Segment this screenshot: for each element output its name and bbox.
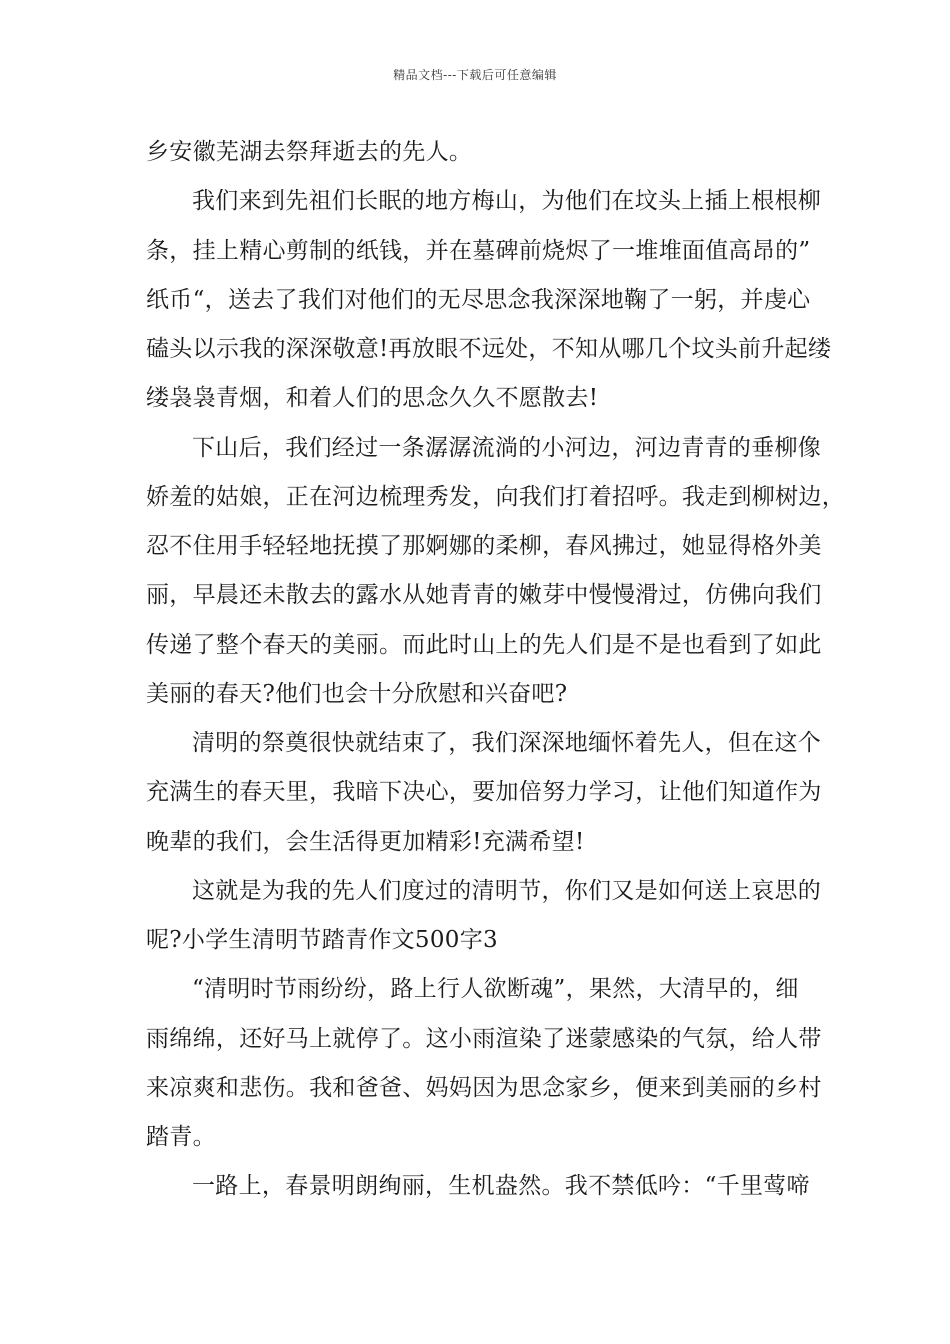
text-line: 缕袅袅青烟，和着人们的思念久久不愿散去! bbox=[146, 385, 599, 412]
text-line: 下山后，我们经过一条潺潺流淌的小河边，河边青青的垂柳像 bbox=[192, 434, 822, 461]
text-line: 美丽的春天?他们也会十分欣慰和兴奋吧? bbox=[146, 680, 568, 707]
text-line: 晚辈的我们，会生活得更加精彩!充满希望! bbox=[146, 828, 585, 855]
page-header: 精品文档---下载后可任意编辑 bbox=[393, 68, 557, 82]
text-line: 磕头以示我的深深敬意!再放眼不远处，不知从哪几个坟头前升起缕 bbox=[146, 336, 832, 362]
text-line: 纸币“，送去了我们对他们的无尽思念我深深地鞠了一躬，并虔心 bbox=[146, 286, 811, 313]
text-line: 踏青。 bbox=[146, 1124, 216, 1150]
text-line: “清明时节雨纷纷，路上行人欲断魂”，果然，大清早的，细 bbox=[192, 976, 799, 1003]
text-line: 充满生的春天里，我暗下决心，要加倍努力学习，让他们知道作为 bbox=[146, 779, 822, 806]
text-line: 忍不住用手轻轻地抚摸了那婀娜的柔柳，春风拂过，她显得格外美 bbox=[146, 533, 822, 559]
document-body bbox=[146, 128, 845, 1212]
text-line: 传递了整个春天的美丽。而此时山上的先人们是不是也看到了如此 bbox=[146, 631, 822, 658]
text-line: 我们来到先祖们长眠的地方梅山，为他们在坟头上插上根根柳 bbox=[192, 188, 822, 215]
text-line: 雨绵绵，还好马上就停了。这小雨渲染了迷蒙感染的气氛，给人带 bbox=[146, 1025, 822, 1052]
text-line: 一路上，春景明朗绚丽，生机盎然。我不禁低吟：“千里莺啼 bbox=[192, 1173, 810, 1200]
text-line: 娇羞的姑娘，正在河边梳理秀发，向我们打着招呼。我走到柳树边， bbox=[146, 483, 845, 510]
text-line: 清明的祭奠很快就结束了，我们深深地缅怀着先人，但在这个 bbox=[192, 730, 822, 756]
text-line: 丽，早晨还未散去的露水从她青青的嫩芽中慢慢滑过，仿佛向我们 bbox=[146, 582, 822, 609]
text-line: 乡安徽芜湖去祭拜逝去的先人。 bbox=[146, 139, 473, 165]
text-line: 来凉爽和悲伤。我和爸爸、妈妈因为思念家乡，便来到美丽的乡村 bbox=[146, 1074, 822, 1101]
text-line: 这就是为我的先人们度过的清明节，你们又是如何送上哀思的 bbox=[192, 877, 822, 904]
text-line: 呢?小学生清明节踏青作文500字3 bbox=[146, 927, 498, 953]
text-line: 条，挂上精心剪制的纸钱，并在墓碑前烧烬了一堆堆面值高昂的” bbox=[146, 237, 811, 264]
